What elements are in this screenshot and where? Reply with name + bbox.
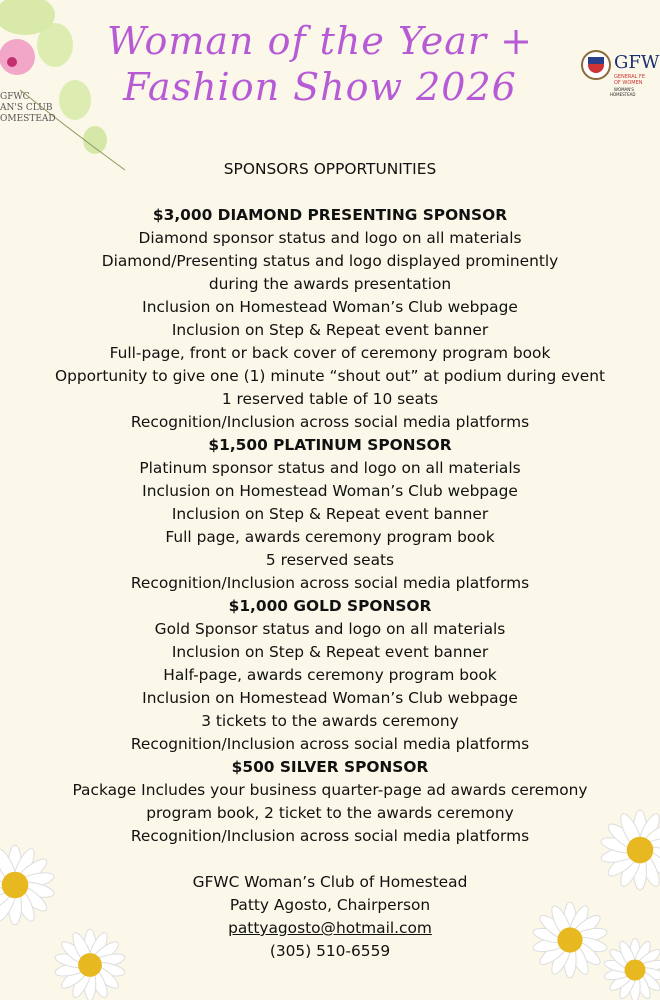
benefit-item: Full-page, front or back cover of ceremony program book — [109, 344, 551, 362]
svg-text:GENERAL FE: GENERAL FE — [614, 74, 646, 80]
benefit-item: Opportunity to give one (1) minute “shout out” at podium during event — [54, 367, 606, 385]
svg-text:WOMAN'S: WOMAN'S — [614, 87, 634, 92]
chairperson: Patty Agosto, Chairperson — [229, 896, 431, 914]
benefit-item: Recognition/Inclusion across social media platforms — [130, 735, 530, 753]
benefit-item: Inclusion on Homestead Woman’s Club webpage — [142, 689, 518, 707]
section-heading: SPONSORS OPPORTUNITIES — [223, 160, 437, 178]
benefit-item: Gold Sponsor status and logo on all materials — [154, 620, 506, 638]
daisy-flower — [600, 810, 660, 890]
benefit-item: Recognition/Inclusion across social media platforms — [130, 574, 530, 592]
benefit-item: Inclusion on Step & Repeat event banner — [171, 643, 489, 661]
benefit-item: 5 reserved seats — [265, 551, 395, 569]
benefit-item: Half-page, awards ceremony program book — [163, 666, 497, 684]
sponsor-list — [0, 158, 660, 848]
benefit-item: Full page, awards ceremony program book — [165, 528, 495, 546]
daisy-decoration — [0, 820, 647, 1000]
benefit-item: Inclusion on Homestead Woman’s Club webpage — [142, 298, 518, 316]
event-title: Woman of the Year + Fashion Show 2026 — [107, 19, 533, 109]
gfwc-logo — [580, 48, 660, 98]
benefit-item: Inclusion on Homestead Woman’s Club webpage — [142, 482, 518, 500]
daisy-flower — [0, 845, 55, 925]
womans-club-logo: GFWC AN'S CLUB OMESTEAD — [0, 92, 56, 124]
benefit-item: Package Includes your business quarter-page ad awards ceremony — [72, 781, 588, 799]
benefit-item: Inclusion on Step & Repeat event banner — [171, 321, 489, 339]
benefit-item: during the awards presentation — [208, 275, 452, 293]
daisy-flower — [532, 902, 608, 978]
benefit-item: Recognition/Inclusion across social media platforms — [130, 413, 530, 431]
phone: (305) 510-6559 — [269, 942, 391, 960]
benefit-item: Recognition/Inclusion across social media platforms — [130, 827, 530, 845]
org-name: GFWC Woman’s Club of Homestead — [192, 873, 468, 891]
benefit-item: program book, 2 ticket to the awards ceremony — [146, 804, 514, 822]
gfwc-logo-text: GFW — [614, 52, 660, 73]
svg-text:OF WOMEN: OF WOMEN — [614, 80, 643, 86]
benefit-item: Platinum sponsor status and logo on all materials — [139, 459, 521, 477]
benefit-item: 1 reserved table of 10 seats — [221, 390, 439, 408]
daisy-flower — [54, 929, 126, 1000]
benefit-item: Diamond/Presenting status and logo displayed prominently — [101, 252, 559, 270]
benefit-item: 3 tickets to the awards ceremony — [201, 712, 459, 730]
svg-text:HOMESTEAD: HOMESTEAD — [610, 92, 636, 97]
tier-title: $3,000 DIAMOND PRESENTING SPONSOR — [152, 206, 508, 224]
tier-title: $1,000 GOLD SPONSOR — [228, 597, 432, 615]
tier-title: $1,500 PLATINUM SPONSOR — [208, 436, 452, 454]
benefit-item: Inclusion on Step & Repeat event banner — [171, 505, 489, 523]
tier-title: $500 SILVER SPONSOR — [231, 758, 429, 776]
benefit-item: Diamond sponsor status and logo on all materials — [138, 229, 522, 247]
email-link[interactable]: pattyagosto@hotmail.com — [228, 919, 432, 937]
